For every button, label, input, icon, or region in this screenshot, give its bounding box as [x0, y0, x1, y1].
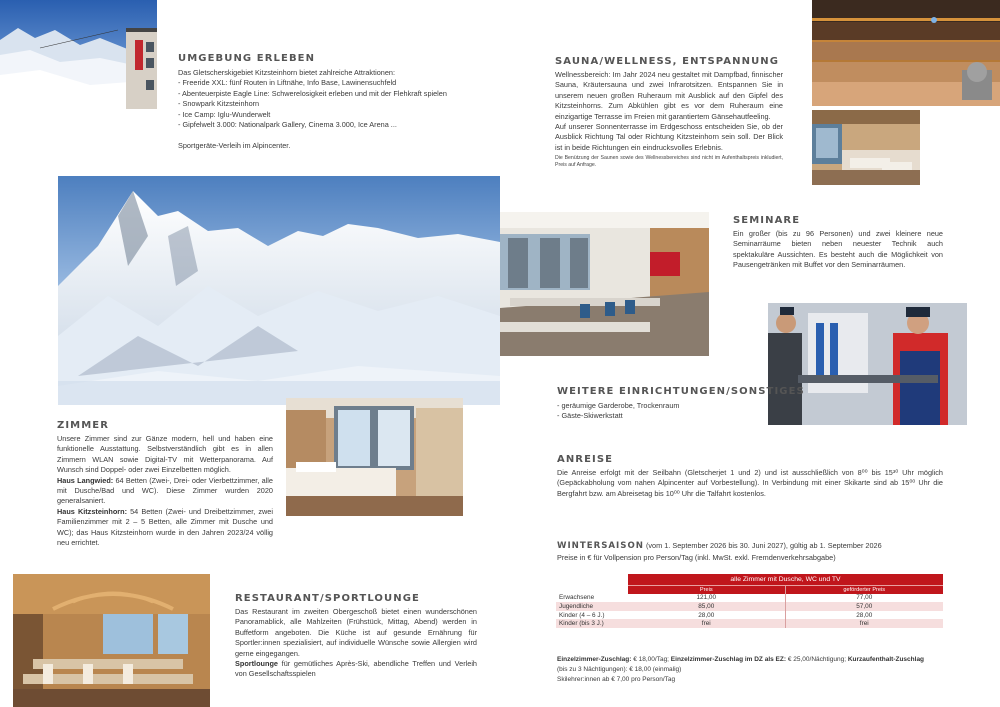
anreise-text: Die Anreise erfolgt mit der Seilbahn (Gletscherjet 1 und 2) und ist ausschließlich von 8⁰⁰ bis 15³⁰ Uhr möglich (Gepäckabholung vom nahen Alpincenter auf Vorbestellung). In Verbindung mit einer Skikarte sind ab 15⁰⁰ Uhr die Bergfahrt bzw. am Abreisetag bis 10⁰⁰ Uhr die Talfahrt kostenlos. — [557, 468, 943, 498]
kitz-text: 54 Betten (Zwei- und Dreibettzimmer, zwei Familienzimmer mit 2 – 5 Betten, alle Zimmer mit Dusche und WC); das Haus Kitzsteinhorn wurde in den Jahren 2023/24 völlig neu errichtet. — [57, 506, 273, 548]
sauna-title: SAUNA/WELLNESS, ENTSPANNUNG — [555, 56, 780, 67]
weitere-item: - Gäste-Skiwerkstatt — [557, 411, 623, 421]
kurz-label: Kurzaufenthalt-Zuschlag — [847, 656, 925, 663]
price-table-header — [556, 574, 943, 585]
weitere-item: - geräumige Garderobe, Trockenraum — [557, 401, 680, 410]
winter-title: WINTERSAISON — [557, 541, 644, 551]
winter-dates: (vom 1. September 2026 bis 30. Juni 2027), gültig ab 1. September 2026 — [643, 541, 882, 550]
row-preis: frei — [628, 619, 785, 628]
umgebung-block — [178, 68, 478, 151]
restaurant-lounge — [235, 659, 477, 680]
ezdz-label: Einzelzimmer-Zuschlag im DZ als EZ: — [670, 656, 787, 663]
zimmer-intro: Unsere Zimmer sind zur Gänze modern, hell und haben eine funktionelle Ausstattung. Selbstverständlich gibt es in allen Zimmern WLAN sowie Digital-TV mit Wetterpanorama. Auf Wunsch sind Doppel- oder zwei Einzelbetten möglich. — [57, 434, 273, 475]
table-row — [556, 619, 943, 628]
row-label: Erwachsene — [559, 594, 595, 602]
footnote-line: (bis zu 3 Nächtigungen): € 18,00 (einmalig) — [557, 665, 682, 673]
umgebung-intro: Das Gletscherskigebiet Kitzsteinhorn bietet zahlreiche Attraktionen: — [178, 68, 395, 77]
footnote-line: Skilehrer:innen ab € 7,00 pro Person/Tag — [557, 675, 676, 683]
umgebung-item: - Ice Camp: Iglu-Wunderwelt — [178, 109, 271, 119]
col-preis: Preis — [628, 585, 785, 594]
umgebung-title: UMGEBUNG ERLEBEN — [178, 53, 316, 64]
zimmer-block — [57, 434, 273, 548]
relax-room-photo — [812, 110, 920, 185]
table-row — [556, 594, 943, 603]
umgebung-footer: Sportgeräte-Verleih im Alpincenter. — [178, 140, 291, 150]
anreise-title: ANREISE — [557, 454, 614, 465]
sauna-photo — [812, 0, 1000, 106]
langwied-label: Haus Langwied: — [57, 475, 114, 485]
umgebung-item: - Gipfelwelt 3.000: Nationalpark Gallery, Cinema 3.000, Ice Arena ... — [178, 120, 397, 130]
zimmer-kitz — [57, 507, 273, 549]
umgebung-item: - Freeride XXL: fünf Routen in Liftnähe, Info Base, Lawinensuchfeld — [178, 78, 397, 88]
winter-footnotes — [557, 655, 947, 684]
ez-label: Einzelzimmer-Zuschlag: — [557, 656, 632, 663]
row-preis: 85,00 — [628, 602, 785, 611]
price-table — [556, 574, 943, 628]
col-gefoerdert: geförderter Preis — [785, 585, 943, 594]
zimmer-langwied — [57, 476, 273, 507]
seminare-title: SEMINARE — [733, 215, 801, 226]
kitz-label: Haus Kitzsteinhorn: — [57, 506, 127, 516]
umgebung-item: - Abenteuerpiste Eagle Line: Schwerelosigkeit erleben und mit der Flehkraft spielen — [178, 88, 447, 98]
ski-workshop-photo — [768, 303, 967, 425]
row-gefoerdert: 77,00 — [785, 594, 943, 603]
row-label: Kinder (bis 3 J.) — [556, 619, 628, 628]
ezdz-value: € 25,00/Nächtigung; — [786, 656, 848, 663]
weitere-title: WEITERE EINRICHTUNGEN/SONSTIGES — [557, 386, 805, 397]
price-table-subheader — [556, 585, 943, 594]
ez-value: € 18,00/Tag; — [631, 656, 671, 663]
winter-subtitle: Preise in € für Vollpension pro Person/Tag (inkl. MwSt. exkl. Fremdenverkehrsabgabe) — [557, 553, 836, 562]
table-row — [556, 611, 943, 620]
langwied-text: 64 Betten (Zwei-, Drei- oder Vierbettzimmer, alle mit Dusche/Bad und WC). Diese Zimmer wurden 2020 generalsaniert. — [57, 475, 273, 506]
restaurant-title: RESTAURANT/SPORTLOUNGE — [235, 593, 420, 604]
price-table-header-label: alle Zimmer mit Dusche, WC und TV — [628, 574, 943, 585]
row-label: Kinder (4 – 6 J.) — [559, 611, 605, 619]
mountain-panorama-photo — [58, 176, 500, 405]
table-row — [556, 602, 943, 611]
sauna-note: Die Benützung der Saunen sowie des Wellnessbereiches sind nicht im Aufenthaltspreis inkludiert, Preis auf Anfrage. — [555, 155, 783, 169]
restaurant-block — [235, 607, 477, 680]
zimmer-title: ZIMMER — [57, 420, 110, 431]
row-gefoerdert: frei — [785, 619, 943, 628]
row-gefoerdert: 28,00 — [785, 611, 943, 620]
ski-slope-photo — [0, 0, 157, 109]
footnote-line — [557, 655, 947, 665]
hotel-room-photo — [286, 398, 463, 516]
row-label: Jugendliche — [556, 602, 628, 611]
sauna-paragraph: Auf unserer Sonnenterrasse im Erdgeschoss entscheiden Sie, ob der Ausblick Richtung Tal oder Richtung Kitzsteinhorn sein soll. Der Blick ist in beide Richtungen ein eindrucksvolles Erlebnis. — [555, 122, 783, 152]
weitere-block — [557, 401, 777, 422]
restaurant-photo — [13, 574, 210, 707]
seminar-room-photo — [500, 212, 709, 356]
umgebung-item: - Snowpark Kitzsteinhorn — [178, 99, 260, 109]
seminare-text: Ein großer (bis zu 96 Personen) und zwei kleinere neue Seminarräume bieten neben neuester Technik auch spektakuläre Aussichten. Es besteht auch die Möglichkeit von Pausengetränken mit Buffet vor den Seminarräumen. — [733, 229, 943, 270]
restaurant-text: Das Restaurant im zweiten Obergeschoß bietet einen wunderschönen Panoramablick, alle Mahlzeiten (Frühstück, Mittag, Abend) werden in Buffetform angeboten. Die Küche ist auf gesunde Ernährung für Sportler:innen spezialisiert, auf individuelle Wünsche sowie Allergien wird gerne eingegangen. — [235, 607, 477, 658]
row-preis: 28,00 — [698, 611, 715, 619]
sauna-paragraph: Wellnessbereich: Im Jahr 2024 neu gestaltet mit Dampfbad, finnischer Sauna, Kräutersauna und zwei Infrarotsitzen. Entspannen Sie in unserem neuen großen Ruheraum mit Ausblick auf den Gipfel des Kitzsteinhorns. Zum Abkühlen gibt es vor dem Ruheraum eine einzigartige Terrasse im Freien mit garantiertem Gänsehautfeeling. — [555, 70, 783, 121]
winter-heading — [557, 541, 957, 551]
lounge-label: Sportlounge — [235, 659, 278, 669]
row-gefoerdert: 57,00 — [785, 602, 943, 611]
lounge-text: für gemütliches Après-Ski, abendliche Treffen und Verleih von Gesellschaftsspielen — [235, 659, 477, 679]
sauna-block — [555, 70, 783, 169]
row-preis: 121,00 — [696, 594, 717, 602]
